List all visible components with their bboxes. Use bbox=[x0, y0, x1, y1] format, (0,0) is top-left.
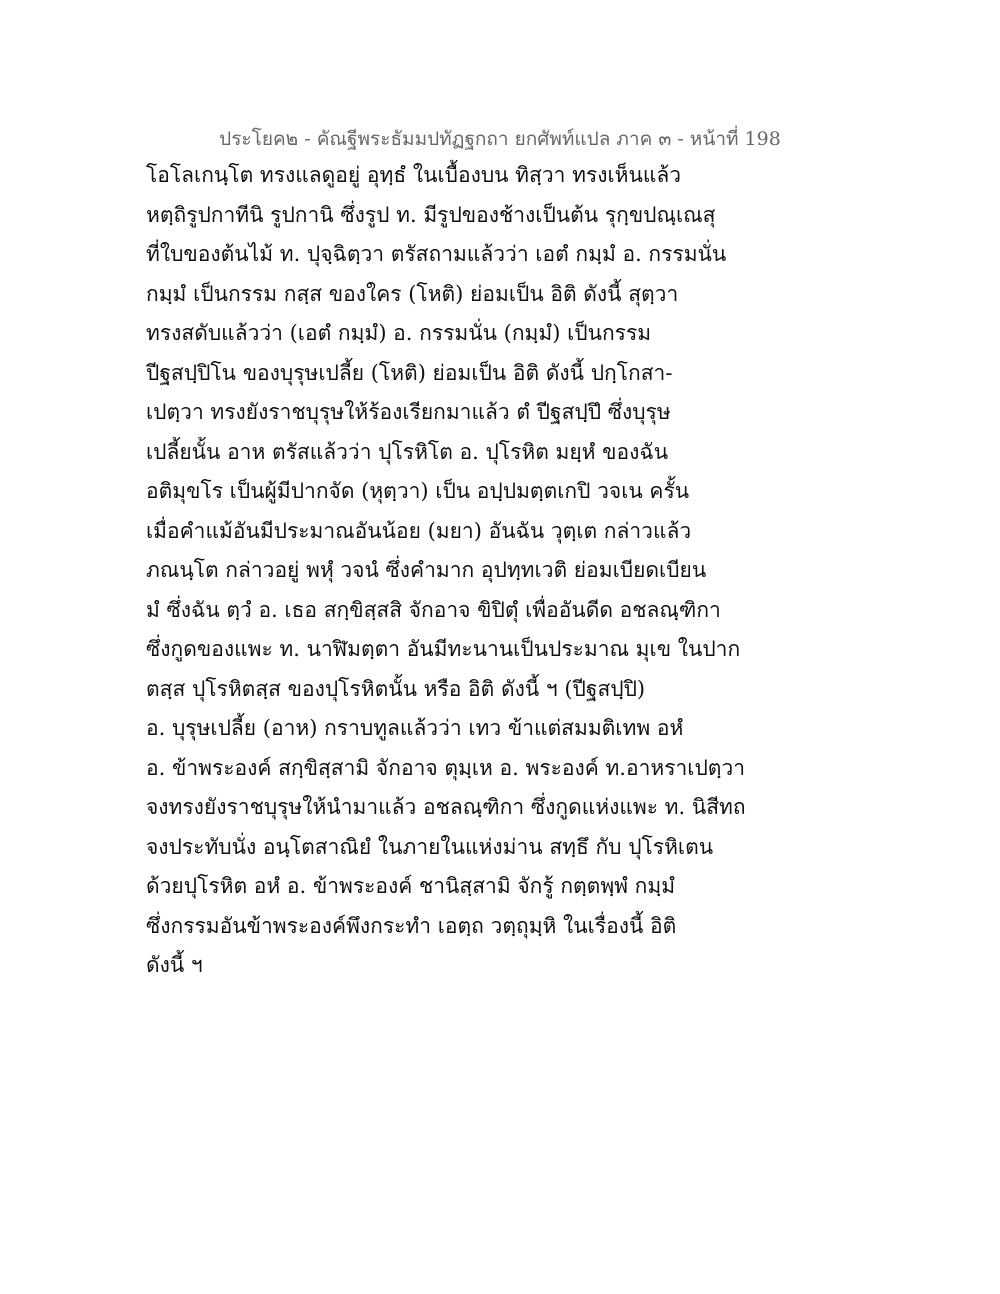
text-line: จงประทับนั่ง อนฺโตสาณิยํ ในภายในแห่งม่าน สทฺธึ กับ ปุโรหิเตน bbox=[146, 834, 714, 859]
text-line: ตสฺส ปุโรหิตสฺส ของปุโรหิตนั้น หรือ อิติ ดังนี้ ฯ (ปีฐสปฺปิ) bbox=[146, 676, 646, 701]
text-line: ซึ่งกรรมอันข้าพระองค์พึงกระทำ เอตฺถ วตฺถุมฺหิ ในเรื่องนี้ อิติ bbox=[146, 913, 677, 938]
text-line: อ. ข้าพระองค์ สกฺขิสฺสามิ จักอาจ ตุมฺเห อ. พระองค์ ท.อาหราเปตฺวา bbox=[146, 755, 746, 780]
text-line: ทรงสดับแล้วว่า (เอตํ กมฺมํ) อ. กรรมนั่น (กมฺมํ) เป็นกรรม bbox=[146, 321, 652, 345]
text-line: ที่ใบของต้นไม้ ท. ปุจฺฉิตฺวา ตรัสถามแล้วว่า เอตํ กมฺมํ อ. กรรมนั่น bbox=[146, 242, 727, 266]
body-text bbox=[146, 156, 746, 986]
text-line: ซึ่งกูดของแพะ ท. นาฬิมตฺตา อันมีทะนานเป็นประมาณ มุเข ในปาก bbox=[146, 637, 741, 661]
text-line: ด้วยปุโรหิต อหํ อ. ข้าพระองค์ ชานิสฺสามิ จักรู้ กตฺตพฺพํ กมฺมํ bbox=[146, 874, 676, 898]
text-line: ดังนี้ ฯ bbox=[146, 953, 203, 977]
text-line: มํ ซึ่งฉัน ตฺวํ อ. เธอ สกฺขิสฺสสิ จักอาจ ขิปิตุํ เพื่ออันดีด อชลณฺฑิกา bbox=[146, 597, 721, 622]
text-line: อ. บุรุษเปลี้ย (อาห) กราบทูลแล้วว่า เทว ข้าแต่สมมติเทพ อหํ bbox=[146, 716, 684, 740]
text-line: เปตฺวา ทรงยังราชบุรุษให้ร้องเรียกมาแล้ว ตํ ปีฐสปฺปึ ซึ่งบุรุษ bbox=[146, 400, 671, 424]
page-header bbox=[0, 124, 1000, 154]
text-line: อติมุขโร เป็นผู้มีปากจัด (หุตฺวา) เป็น อปฺปมตฺตเกปิ วจเน ครั้น bbox=[146, 479, 690, 503]
text-line: กมฺมํ เป็นกรรม กสฺส ของใคร (โหติ) ย่อมเป็น อิติ ดังนี้ สุตฺวา bbox=[146, 281, 679, 306]
text-line: ภณนฺโต กล่าวอยู่ พหุํ วจนํ ซึ่งคำมาก อุปทฺทเวติ ย่อมเบียดเบียน bbox=[146, 558, 707, 582]
text-line: เปลี้ยนั้น อาห ตรัสแล้วว่า ปุโรหิโต อ. ปุโรหิต มยฺหํ ของฉัน bbox=[146, 439, 669, 464]
text-line: โอโลเกนฺโต ทรงแลดูอยู่ อุทฺธํ ในเบื้องบน ทิสฺวา ทรงเห็นแล้ว bbox=[146, 163, 682, 187]
text-line: หตฺถิรูปกาทีนิ รูปกานิ ซึ่งรูป ท. มีรูปของช้างเป็นต้น รุกฺขปณฺเณสุ bbox=[146, 202, 716, 227]
running-title: ประโยค๒ - คัณฐีพระธัมมปทัฏฐกถา ยกศัพท์แปล ภาค ๓ - หน้าที่ 198 bbox=[219, 128, 781, 150]
text-line: ปีฐสปฺปิโน ของบุรุษเปลี้ย (โหติ) ย่อมเป็น อิติ ดังนี้ ปกฺโกสา- bbox=[146, 360, 673, 385]
text-line: จงทรงยังราชบุรุษให้นำมาแล้ว อชลณฺฑิกา ซึ่งกูดแห่งแพะ ท. นิสีทถ bbox=[146, 795, 746, 819]
text-line: เมื่อคำแม้อันมีประมาณอันน้อย (มยา) อันฉัน วุตฺเต กล่าวแล้ว bbox=[146, 518, 692, 543]
